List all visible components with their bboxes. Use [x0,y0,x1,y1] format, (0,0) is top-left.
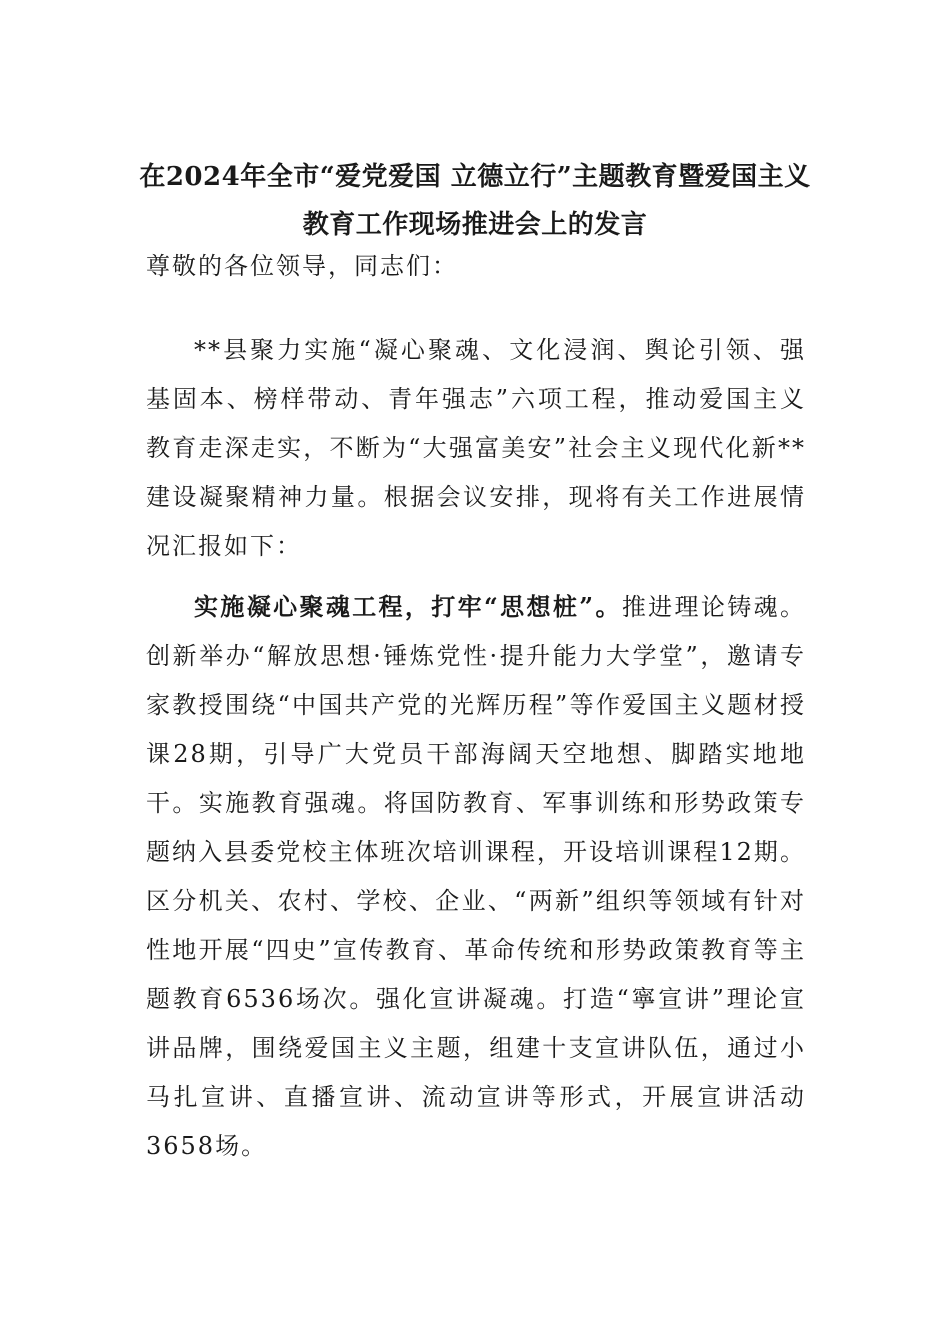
document-title-line-1: 在2024年全市“爱党爱国 立德立行”主题教育暨爱国主义 [139,162,811,192]
paragraph-intro: **县聚力实施“凝心聚魂、文化浸润、舆论引领、强基固本、榜样带动、青年强志”六项工程，推动爱国主义教育走深走实，不断为“大强富美安”社会主义现代化新**建设凝聚精神力量。根据会议安排，现将有关工作进展情况汇报如下： [146,336,806,560]
section-1-body: 推进理论铸魂。创新举办“解放思想·锤炼党性·提升能力大学堂”，邀请专家教授围绕“中国共产党的光辉历程”等作爱国主义题材授课28期，引导广大党员干部海阔天空地想、脚踏实地地干。实施教育强魂。将国防教育、军事训练和形势政策专题纳入县委党校主体班次培训课程，开设培训课程12期。区分机关、农村、学校、企业、“两新”组织等领域有针对性地开展“四史”宣传教育、革命传统和形势政策教育等主题教育6536场次。强化宣讲凝魂。打造“寧宣讲”理论宣讲品牌，围绕爱国主义主题，组建十支宣讲队伍，通过小马扎宣讲、直播宣讲、流动宣讲等形式，开展宣讲活动3658场。 [146,593,807,1160]
salutation: 尊敬的各位领导，同志们： [146,252,458,280]
paragraph-section-1 [146,582,806,1171]
section-1-heading: 实施凝心聚魂工程，打牢“思想桩”。 [194,592,622,621]
document-title-line-2: 教育工作现场推进会上的发言 [302,210,648,240]
